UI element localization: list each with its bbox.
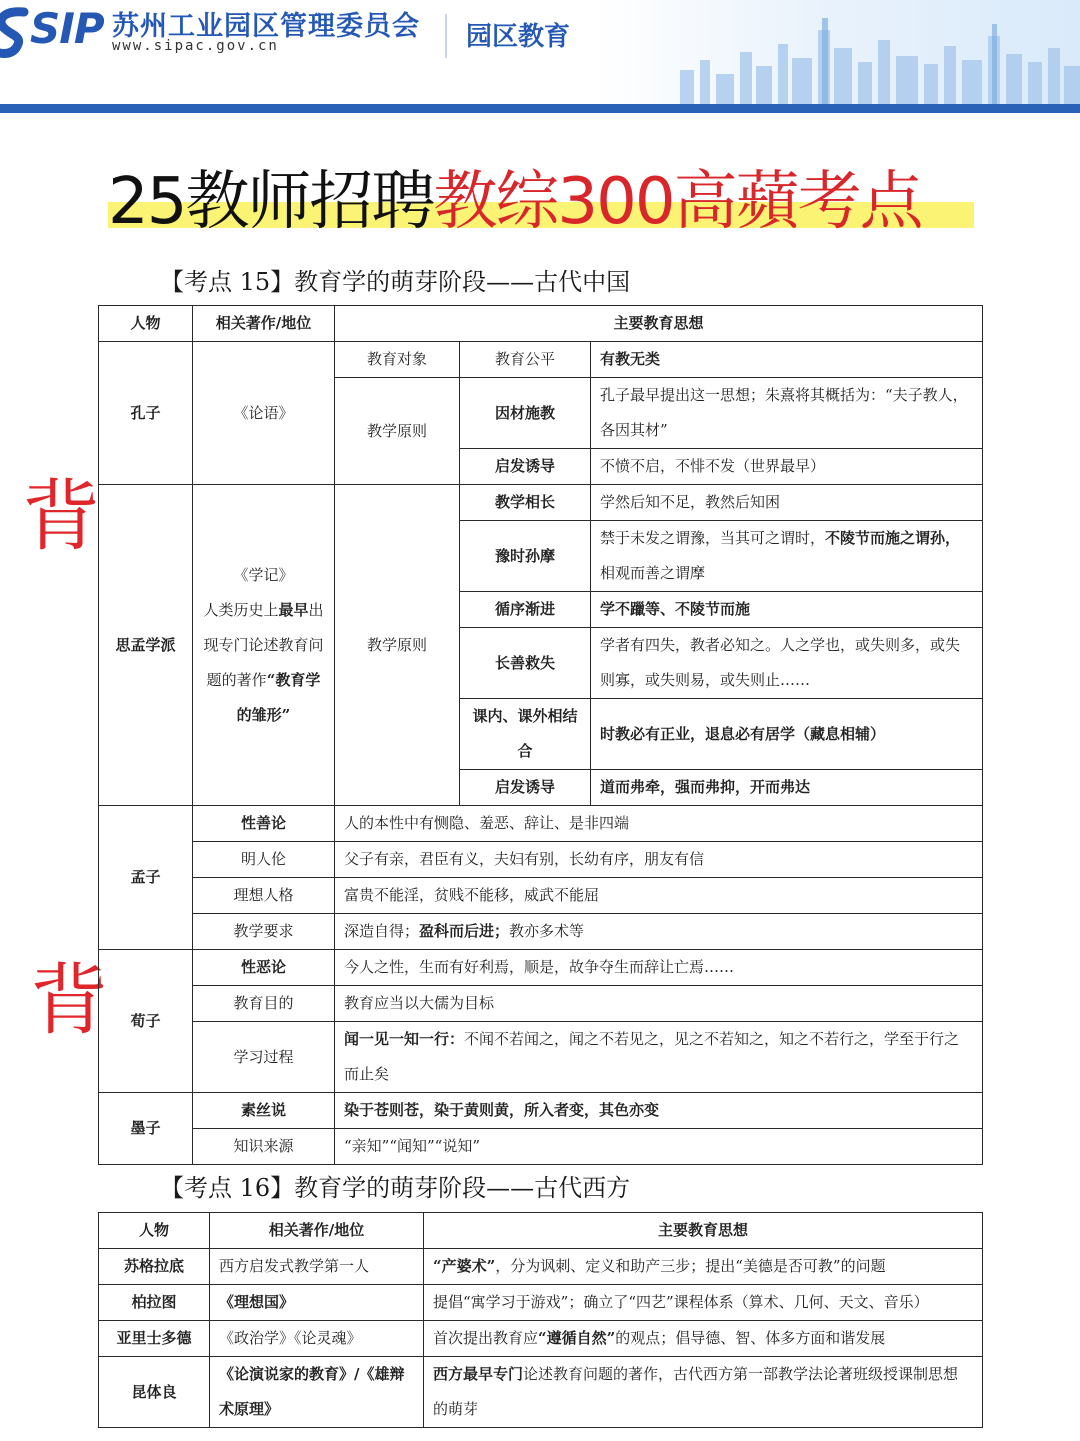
value-text: 相观而善之谓摩 [600, 564, 706, 582]
key-cell: 教学要求 [193, 914, 335, 950]
value-text-bold: 西方最早专门 [433, 1365, 524, 1383]
key-cell: 理想人格 [193, 878, 335, 914]
key-cell: 因材施教 [460, 378, 591, 449]
org-name: 苏州工业园区管理委员会 [112, 11, 420, 42]
work-cell: 《政治学》《论灵魂》 [210, 1321, 424, 1357]
work-cell: 《理想国》 [210, 1285, 424, 1321]
value-cell: 学然后知不足，教然后知困 [591, 485, 983, 521]
value-cell: 人的本性中有恻隐、羞恶、辞让、是非四端 [335, 806, 983, 842]
header-divider [445, 14, 447, 58]
value-text: 教亦多术等 [509, 922, 585, 940]
work-title: 《学记》 [233, 565, 294, 584]
value-cell: 有教无类 [591, 342, 983, 378]
category-cell: 教育对象 [335, 342, 460, 378]
value-text: 禁于未发之谓豫，当其可之谓时， [600, 529, 826, 547]
value-text: 深造自得； [344, 922, 420, 940]
value-cell: 今人之性，生而有好利焉，顺是，故争夺生而辞让亡焉…… [335, 950, 983, 986]
key-cell: 知识来源 [193, 1129, 335, 1165]
value-text: 论述教育问题的著作，古代西方第一部教学法论著班级授课制思想的萌芽 [433, 1365, 959, 1418]
table-row [99, 1249, 983, 1285]
city-skyline-image [560, 0, 1080, 104]
key-cell: 学习过程 [193, 1022, 335, 1093]
person-cell: 墨子 [99, 1093, 193, 1165]
key-cell: 明人伦 [193, 842, 335, 878]
value-cell: 富贵不能淫，贫贱不能移，威武不能屈 [335, 878, 983, 914]
value-cell: 孔子最早提出这一思想；朱熹将其概括为：“夫子教人，各因其材” [591, 378, 983, 449]
value-cell: 提倡“寓学习于游戏”；确立了“四艺”课程体系（算术、几何、天文、音乐） [424, 1285, 983, 1321]
value-text: ，分为讽刺、定义和助产三步；提出“美德是否可教”的问题 [495, 1257, 886, 1275]
header-work: 相关著作/地位 [193, 306, 335, 342]
value-text: 的观点；倡导德、智、体多方面和谐发展 [615, 1329, 886, 1347]
value-cell [424, 1321, 983, 1357]
value-cell [335, 914, 983, 950]
value-text-bold: 不陵节而施之谓孙， [825, 529, 961, 547]
section-heading: 【考点 16】教育学的萌芽阶段——古代西方 [160, 1174, 631, 1202]
key-cell: 教育目的 [193, 986, 335, 1022]
sip-logo-icon [0, 6, 34, 58]
header-thought: 主要教育思想 [424, 1213, 983, 1249]
table-row [99, 1357, 983, 1428]
value-text: 首次提出教育应 [433, 1329, 539, 1347]
key-cell: 课内、课外相结合 [460, 699, 591, 770]
person-cell: 苏格拉底 [99, 1249, 210, 1285]
value-text-bold: 闻一见一知一行： [344, 1030, 465, 1048]
table-row [99, 1285, 983, 1321]
person-cell: 思孟学派 [99, 485, 193, 806]
table-row [99, 485, 983, 521]
header-work: 相关著作/地位 [210, 1213, 424, 1249]
table-row [99, 950, 983, 986]
work-desc: 出现专门论述教育问题的著作 [203, 600, 324, 689]
value-cell [424, 1357, 983, 1428]
work-desc-bold: “教育学的雏形” [236, 670, 321, 724]
value-cell: 道而弗牵，强而弗抑，开而弗达 [591, 770, 983, 806]
title-part2: 教综300高蘋考点 [433, 165, 922, 239]
value-cell: 学者有四失，教者必知之。人之学也，或失则多，或失则寡，或失则易，或失则止…… [591, 628, 983, 699]
value-text: 不闻不若闻之，闻之不若见之，见之不若知之，知之不若行之，学至于行之而止矣 [344, 1030, 960, 1083]
header-bar [0, 104, 1080, 113]
org-url: www.sipac.gov.cn [112, 38, 279, 54]
table-row [99, 842, 983, 878]
category-cell: 教学原则 [335, 378, 460, 485]
table-header-row [99, 1213, 983, 1249]
value-cell: “亲知”“闻知”“说知” [335, 1129, 983, 1165]
value-text: 不愤不启，不悱不发（世界最早） [600, 457, 826, 475]
value-cell: 学不躐等、不陵节而施 [591, 592, 983, 628]
table-row [99, 914, 983, 950]
person-cell: 荀子 [99, 950, 193, 1093]
key-cell: 豫时孙摩 [460, 521, 591, 592]
work-cell: 《论语》 [193, 342, 335, 485]
value-cell: 染于苍则苍，染于黄则黄，所入者变，其色亦变 [335, 1093, 983, 1129]
section-name: 园区教育 [466, 22, 571, 52]
table-row [99, 1321, 983, 1357]
table-row [99, 1022, 983, 1093]
value-cell: 父子有亲，君臣有义，夫妇有别，长幼有序，朋友有信 [335, 842, 983, 878]
person-cell: 昆体良 [99, 1357, 210, 1428]
key-cell: 启发诱导 [460, 770, 591, 806]
header-person: 人物 [99, 1213, 210, 1249]
key-cell: 素丝说 [193, 1093, 335, 1129]
value-cell: 时教必有正业，退息必有居学（藏息相辅） [591, 699, 983, 770]
value-text-bold: “产婆术” [433, 1257, 496, 1275]
logo-text: SIP [30, 4, 104, 53]
person-cell: 柏拉图 [99, 1285, 210, 1321]
value-cell [424, 1249, 983, 1285]
key-cell: 启发诱导 [460, 449, 591, 485]
ancient-west-table [98, 1212, 983, 1428]
key-cell: 教育公平 [460, 342, 591, 378]
key-cell: 性恶论 [193, 950, 335, 986]
value-cell [335, 1022, 983, 1093]
table-row [99, 878, 983, 914]
category-cell: 教学原则 [335, 485, 460, 806]
value-cell [591, 449, 983, 485]
work-desc-bold: 最早 [278, 600, 309, 619]
value-text-bold: “遵循自然” [538, 1329, 616, 1347]
value-cell: 教育应当以大儒为目标 [335, 986, 983, 1022]
header-person: 人物 [99, 306, 193, 342]
key-cell: 长善救失 [460, 628, 591, 699]
page-title [108, 150, 922, 239]
memorize-mark: 背 [30, 956, 109, 1046]
table-row [99, 1129, 983, 1165]
work-cell: 《论演说家的教育》/《雄辩术原理》 [210, 1357, 424, 1428]
table-row [99, 1093, 983, 1129]
person-cell: 孔子 [99, 342, 193, 485]
value-cell [591, 521, 983, 592]
work-cell [193, 485, 335, 806]
table-row [99, 986, 983, 1022]
key-cell: 教学相长 [460, 485, 591, 521]
value-text-bold: 盈科而后进； [419, 922, 510, 940]
work-cell: 西方启发式教学第一人 [210, 1249, 424, 1285]
section-heading: 【考点 15】教育学的萌芽阶段——古代中国 [160, 268, 631, 296]
memorize-mark: 背 [22, 472, 101, 562]
key-cell: 循序渐进 [460, 592, 591, 628]
title-part1: 25教师招聘 [108, 165, 434, 239]
table-row [99, 806, 983, 842]
table-row [99, 342, 983, 378]
header-thought: 主要教育思想 [335, 306, 983, 342]
person-cell: 亚里士多德 [99, 1321, 210, 1357]
person-cell: 孟子 [99, 806, 193, 950]
table-header-row [99, 306, 983, 342]
ancient-china-table [98, 305, 983, 1165]
key-cell: 性善论 [193, 806, 335, 842]
work-desc: 人类历史上 [203, 600, 279, 619]
header-banner [0, 0, 1080, 104]
